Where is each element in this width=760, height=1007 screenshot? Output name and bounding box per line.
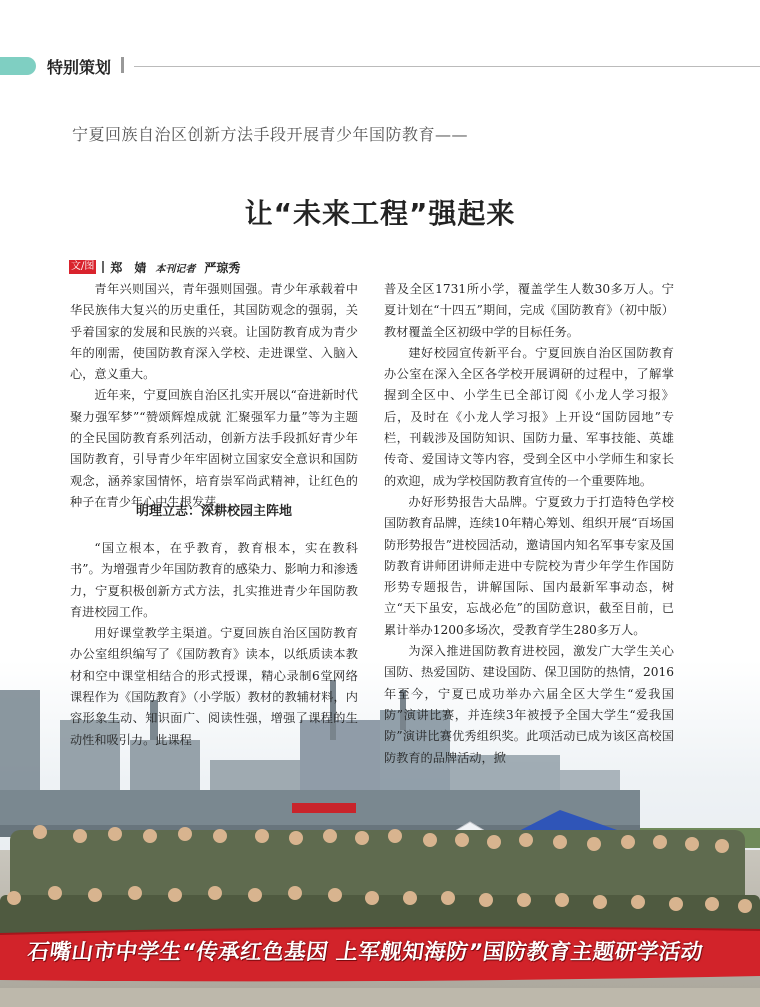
paragraph: “国立根本，在乎教育，教育根本，实在教科书”。为增强青少年国防教育的感染力、影响力和渗透力，宁夏积极创新方式方法，扎实推进青少年国防教育进校园工作。 (70, 541, 358, 619)
byline-divider (102, 261, 104, 273)
byline (69, 259, 246, 275)
byline-role: 本刊记者 (155, 263, 196, 275)
byline-author: 郑 婧 (110, 260, 147, 275)
paragraph: 近年来，宁夏回族自治区扎实开展以“奋进新时代 聚力强军梦”“赞颂辉煌成就 汇聚强军力量”等为主题的全民国防教育系列活动，创新方法手段抓好青少年国防教育，引导青少年牢固树立国家安全意识和国防观念，涵养家国情怀，培育崇军尚武精神，让红色的种子在青少年心中生根发芽。 (70, 388, 358, 509)
left-column-intro (70, 279, 358, 513)
paragraph: 青年兴则国兴，青年强则国强。青少年承载着中华民族伟大复兴的历史重任，其国防观念的强弱，关乎着国家的发展和民族的兴衰。让国防教育成为青少年的刚需，使国防教育深入学校、走进课堂、入脑入心，意义重大。 (70, 282, 358, 382)
article-title: 让“未来工程”强起来 (244, 197, 516, 230)
byline-tag: 文/图 (71, 261, 95, 272)
paragraph: 办好形势报告大品牌。宁夏致力于打造特色学校国防教育品牌，连续10年精心筹划、组织开展“百场国防形势报告”进校园活动，邀请国内知名军事专家及国防教育讲师团讲师走进中专院校为青少年学生作国防形势专题报告，讲解国际、国内最新军事动态，树立“天下虽安，忘战必危”的国防意识，截至目前，已累计举办1200多场次，受教育学生280多万人。 (384, 494, 674, 637)
ship-sign (292, 803, 356, 813)
section-subheading: 明理立志：深耕校园主阵地 (135, 504, 292, 519)
right-column (384, 279, 674, 769)
paragraph: 用好课堂教学主渠道。宁夏回族自治区国防教育办公室组织编写了《国防教育》读本，以纸质读本教材和空中课堂相结合的形式授课，精心录制6堂网络课程作为《国防教育》（小学版）教材的教辅材料，内容形象生动、知识面广、阅读性强，增强了课程的生动性和吸引力。此课程 (70, 626, 358, 747)
byline-author: 严琼秀 (204, 260, 241, 275)
paragraph: 建好校园宣传新平台。宁夏回族自治区国防教育办公室在深入全区各学校开展调研的过程中，了解掌握到全区中、小学生已全部订阅《小龙人学习报》后，及时在《小龙人学习报》上开设“国防园地”专栏，刊载涉及国防知识、国防力量、军事技能、英雄传奇、爱国诗文等内容，受到全区中小学师生和家长的欢迎，成为学校国防教育宣传的一个重要阵地。 (384, 345, 674, 488)
left-column-body (70, 538, 358, 751)
header-rule (134, 66, 760, 67)
banner-text: 石嘴山市中学生“传承红色基因 上军舰知海防”国防教育主题研学活动 (25, 940, 705, 965)
article-subtitle: 宁夏回族自治区创新方法手段开展青少年国防教育—— (72, 125, 469, 144)
paragraph: 普及全区1731所小学，覆盖学生人数30多万人。宁夏计划在“十四五”期间，完成《国防教育》（初中版）教材覆盖全区初级中学的目标任务。 (384, 282, 674, 339)
section-tag-bar (0, 57, 36, 75)
section-divider-mark (121, 57, 124, 73)
section-label: 特别策划 (47, 58, 112, 77)
paragraph: 为深入推进国防教育进校园，激发广大学生关心国防、热爱国防、建设国防、保卫国防的热情，2016年至今，宁夏已成功举办六届全区大学生“爱我国防”演讲比赛，并连续3年被授予全国大学生“爱我国防”演讲比赛优秀组织奖。此项活动已成为该区高校国防教育的品牌活动，掀 (384, 644, 674, 765)
